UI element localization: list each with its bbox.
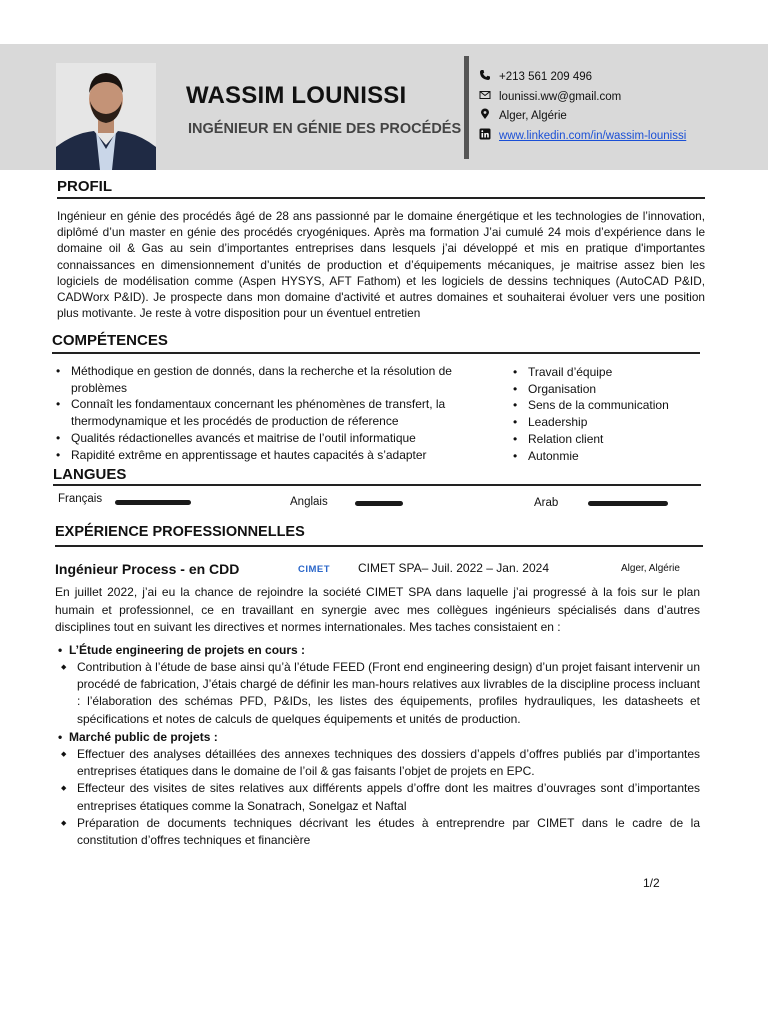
profil-text: Ingénieur en génie des procédés âgé de 28 ans passionné par le domaine énergétique et les technologies de l’innovation, diplômé d’un master en génie des procédés cryogéniques. Après ma formation J’ai cumulé 24 mois d’expérience dans le domaine oil & Gas au sein d’importantes entreprises dans lesquels j’ai développé et mis en pratique d'importantes connaissances en dimensionnement d’unités de production et d’équipements mécaniques, je maitrise assez bien les logiciels de modélisation comme (Aspen HYSYS, AFT Fathom) et les logiciels de dessins techniques (AutoCAD P&ID, CADWorx P&ID). Je prospecte dans mon domaine d'activité et autres domaines et souhaiterai évoluer vers une position plus motivante. Je reste à votre disposition pour un éventuel entretien: [57, 209, 705, 321]
experience-heading: • L’Étude engineering de projets en cours :: [55, 642, 700, 659]
location-pin-icon: [479, 108, 491, 123]
section-rule-experience: [55, 545, 703, 547]
phone-icon: [479, 69, 491, 84]
experience-intro: En juillet 2022, j’ai eu la chance de rejoindre la société CIMET SPA dans laquelle j’ai progressé à la fois sur le plan humain et professionnel, ce en travaillant en synergie avec mes collègues ingénieurs spécialisés dans d’autres disciplines tout en suivant les directives et normes internationales. Mes taches consistaient en :: [55, 585, 700, 634]
experience-items: [57, 659, 700, 728]
language-label-anglais: Anglais: [290, 496, 328, 508]
experience-heading-list: [55, 642, 700, 659]
list-item: • Qualités rédactionelles avancés et maitrise de l’outil informatique: [53, 430, 483, 447]
envelope-icon: [479, 89, 491, 104]
skills-list-right: [504, 364, 710, 464]
experience-heading: • Marché public de projets :: [55, 729, 700, 746]
list-item: • Leadership: [510, 414, 710, 431]
email-text: lounissi.ww@gmail.com: [499, 90, 622, 103]
list-item: • Connaît les fondamentaux concernant les phénomènes de transfert, la thermodynamique et les procédés de production de réference: [53, 396, 483, 429]
linkedin-link[interactable]: www.linkedin.com/in/wassim-lounissi: [499, 129, 687, 142]
language-label-arab: Arab: [534, 497, 559, 509]
language-level-bar: [115, 500, 191, 505]
contact-linkedin: [479, 128, 686, 143]
list-item: ◆ Effectuer des analyses détaillées des annexes techniques des dossiers d’appels d’offres publiés par d’importantes entreprises étatiques dans le domaine de l’oil & gas faisants l’objet de projets en EPC.: [57, 746, 700, 781]
linkedin-icon: [479, 128, 491, 143]
phone-text: +213 561 209 496: [499, 70, 593, 83]
section-title-competences: COMPÉTENCES: [52, 332, 168, 349]
section-title-experience: EXPÉRIENCE PROFESSIONNELLES: [55, 524, 305, 540]
list-item: ◆ Préparation de documents techniques décrivant les études à entreprendre par CIMET dans le cadre de la constitution d’offres techniques et financière: [57, 815, 700, 850]
contact-email: [479, 89, 621, 104]
list-item: • Sens de la communication: [510, 397, 710, 414]
experience-section-etude: [55, 642, 700, 728]
list-item: ◆ Contribution à l’étude de base ainsi qu’à l’étude FEED (Front end engineering design) d’un projet faisant intervenir un procédé de fabrication, J’étais chargé de définir les man-hours relatives aux livrables de la discipline process incluant : l’élaboration des schémas PFD, P&IDs, les listes des équipements, profiles hydrauliques, les datasheets et spécifications et notes de calculs de quelques équipements et unités de production.: [57, 659, 700, 728]
section-rule-langues: [53, 484, 701, 486]
language-level-bar: [588, 501, 668, 506]
location-text: Alger, Algérie: [499, 109, 567, 122]
skills-list-left: [53, 363, 483, 463]
experience-job-title: Ingénieur Process - en CDD: [55, 561, 240, 577]
header-divider: [464, 56, 469, 159]
section-title-profil: PROFIL: [57, 178, 112, 195]
experience-location: Alger, Algérie: [621, 563, 680, 574]
experience-company-dates: CIMET SPA– Juil. 2022 – Jan. 2024: [358, 561, 549, 575]
list-item: ◆ Effecteur des visites de sites relatives aux différents appels d’offre dont les maitres d’ouvrages sont d’importantes entreprises étatiques comme la Sonatrach, Sonelgaz et Naftal: [57, 780, 700, 815]
experience-items: [57, 746, 700, 850]
list-item: • Méthodique en gestion de donnés, dans la recherche et la résolution de problèmes: [53, 363, 483, 396]
contact-location: [479, 108, 567, 123]
list-item: • Rapidité extrême en apprentissage et hautes capacités à s’adapter: [53, 447, 483, 464]
section-rule-profil: [57, 197, 705, 199]
section-rule-competences: [52, 352, 700, 354]
list-item: • Relation client: [510, 431, 710, 448]
page-number: 1/2: [643, 876, 660, 890]
contact-phone: [479, 69, 592, 84]
candidate-name: WASSIM LOUNISSI: [186, 82, 407, 109]
list-item: • Organisation: [510, 381, 710, 398]
company-logo: CIMET: [298, 564, 331, 575]
language-level-bar: [355, 501, 403, 506]
section-title-langues: LANGUES: [53, 466, 127, 483]
job-title: INGÉNIEUR EN GÉNIE DES PROCÉDÉS: [188, 121, 462, 137]
list-item: • Autonmie: [510, 448, 710, 465]
experience-section-marche: [55, 729, 700, 849]
list-item: • Travail d’équipe: [510, 364, 710, 381]
profile-photo: [56, 63, 156, 170]
language-label-francais: Français: [58, 493, 103, 505]
experience-heading-list: [55, 729, 700, 746]
